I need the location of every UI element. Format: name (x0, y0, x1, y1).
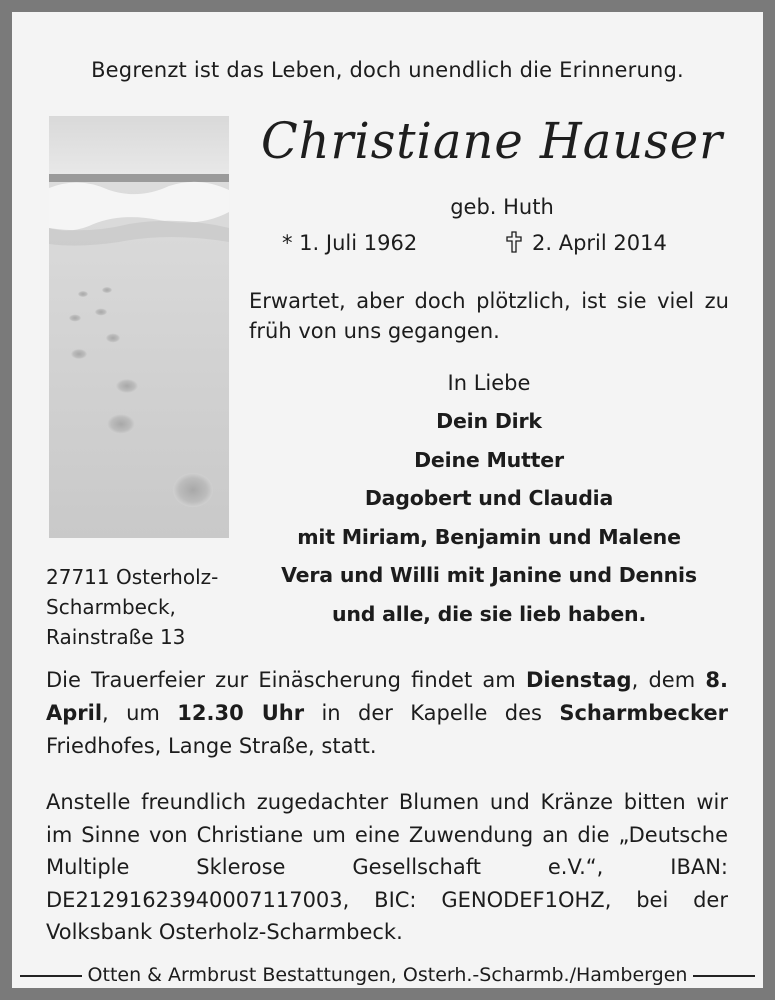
funeral-text: Friedhofes, Lange Straße, statt. (46, 734, 377, 758)
funeral-text: , dem (631, 668, 706, 692)
funeral-day: Dienstag (525, 668, 632, 692)
family-address (46, 562, 246, 652)
death-date-row (506, 231, 667, 255)
obituary-message: Erwartet, aber doch plötzlich, ist sie viel zu früh von uns gegangen. (249, 289, 729, 343)
funeral-home-name: Otten & Armbrust Bestattungen, Osterh.-Scharmb./Hambergen (82, 964, 694, 986)
address-line: Scharmbeck, (46, 595, 176, 619)
funeral-time: 12.30 Uhr (177, 701, 305, 725)
funeral-notice (46, 664, 728, 763)
funeral-home (12, 962, 763, 988)
funeral-text: , um (102, 701, 178, 725)
mourner-line: Deine Mutter (414, 447, 564, 472)
obituary-card (12, 12, 763, 988)
funeral-date: 8. April (46, 668, 728, 725)
birth-name: geb. Huth (450, 195, 554, 219)
motto: Begrenzt ist das Leben, doch unendlich die Erinnerung. (91, 58, 684, 82)
beach-footprints-photo (49, 116, 229, 538)
address-line: 27711 Osterholz- (46, 565, 219, 589)
mourner-line: Dein Dirk (436, 409, 542, 433)
mourner-line: Dagobert und Claudia (364, 486, 614, 510)
mourner-line: und alle, die sie lieb haben. (331, 601, 647, 626)
mourners-lead: In Liebe (447, 371, 531, 395)
funeral-place: Scharmbecker (559, 701, 728, 725)
funeral-text: Die Trauerfeier zur Einäscherung findet am (46, 668, 526, 692)
mourner-line: mit Miriam, Benjamin und Malene (297, 524, 681, 549)
donation-request: Anstelle freundlich zugedachter Blumen und Kränze bitten wir im Sinne von Christiane um eine Zuwendung an die „Deutsche Multiple Sklerose Gesellschaft e.V.“, IBAN: DE21291623940007117003, BIC: GENODEF1OHZ, bei der Volksbank Osterholz-Scharmbeck. (46, 790, 728, 944)
death-date: 2. April 2014 (532, 231, 667, 255)
deceased-name: Christiane Hauser (260, 112, 724, 170)
birth-date: * 1. Juli 1962 (282, 231, 418, 255)
address-line: Rainstraße 13 (46, 625, 186, 649)
funeral-text: in der Kapelle des (304, 701, 560, 725)
mourners-block (249, 368, 729, 633)
cross-icon (506, 231, 522, 253)
mourner-line: Vera und Willi mit Janine und Dennis (281, 563, 697, 587)
